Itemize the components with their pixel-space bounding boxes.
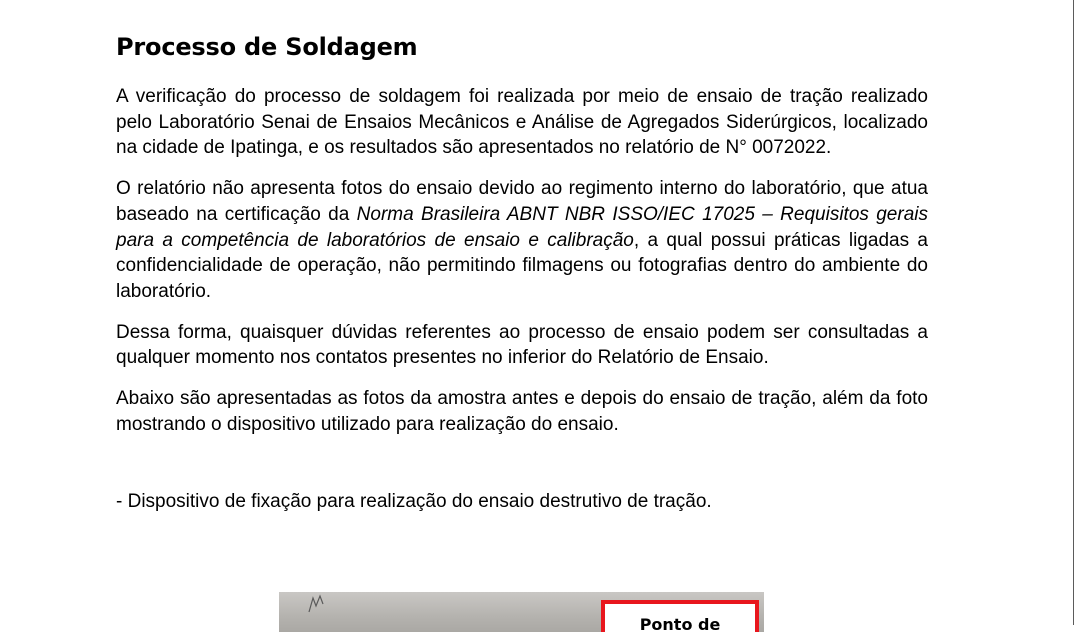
paragraph-report-note [116,176,928,305]
pencil-mark [305,592,335,614]
paragraph-report-note-start: O relatório não apresenta fotos do ensaio devido ao regimento interno do laboratório, que atua baseado na certificação da [116,178,928,225]
fixture-photo [279,592,764,632]
paragraph-report-note-end: , a qual possui práticas ligadas a confidencialidade de operação, não permitindo filmagens ou fotografias dentro do ambiente do laboratório. [116,229,928,302]
paragraph-verification: A verificação do processo de soldagem foi realizada por meio de ensaio de tração realizado pelo Laboratório Senai de Ensaios Mecânicos e Análise de Agregados Siderúrgicos, localizado na cidade de Ipatinga, e os resultados são apresentados no relatório de N° 0072022. [116,86,928,159]
page-edge [1073,0,1086,625]
norm-reference: Norma Brasileira ABNT NBR ISSO/IEC 17025 – Requisitos gerais para a competência de laboratórios de ensaio e calibração [116,203,928,251]
highlight-label: Ponto de [639,615,721,632]
document-page [116,30,928,515]
paragraph-contacts: Dessa forma, quaisquer dúvidas referentes ao processo de ensaio podem ser consultadas a qualquer momento nos contatos presentes no inferior do Relatório de Ensaio. [116,321,928,369]
paragraph-photos-intro: Abaixo são apresentadas as fotos da amostra antes e depois do ensaio de tração, além da foto mostrando o dispositivo utilizado para realização do ensaio. [116,388,928,435]
section-heading: Processo de Soldagem [116,33,418,61]
photo-caption: - Dispositivo de fixação para realização do ensaio destrutivo de tração. [116,491,712,513]
highlight-label-box [601,600,759,632]
